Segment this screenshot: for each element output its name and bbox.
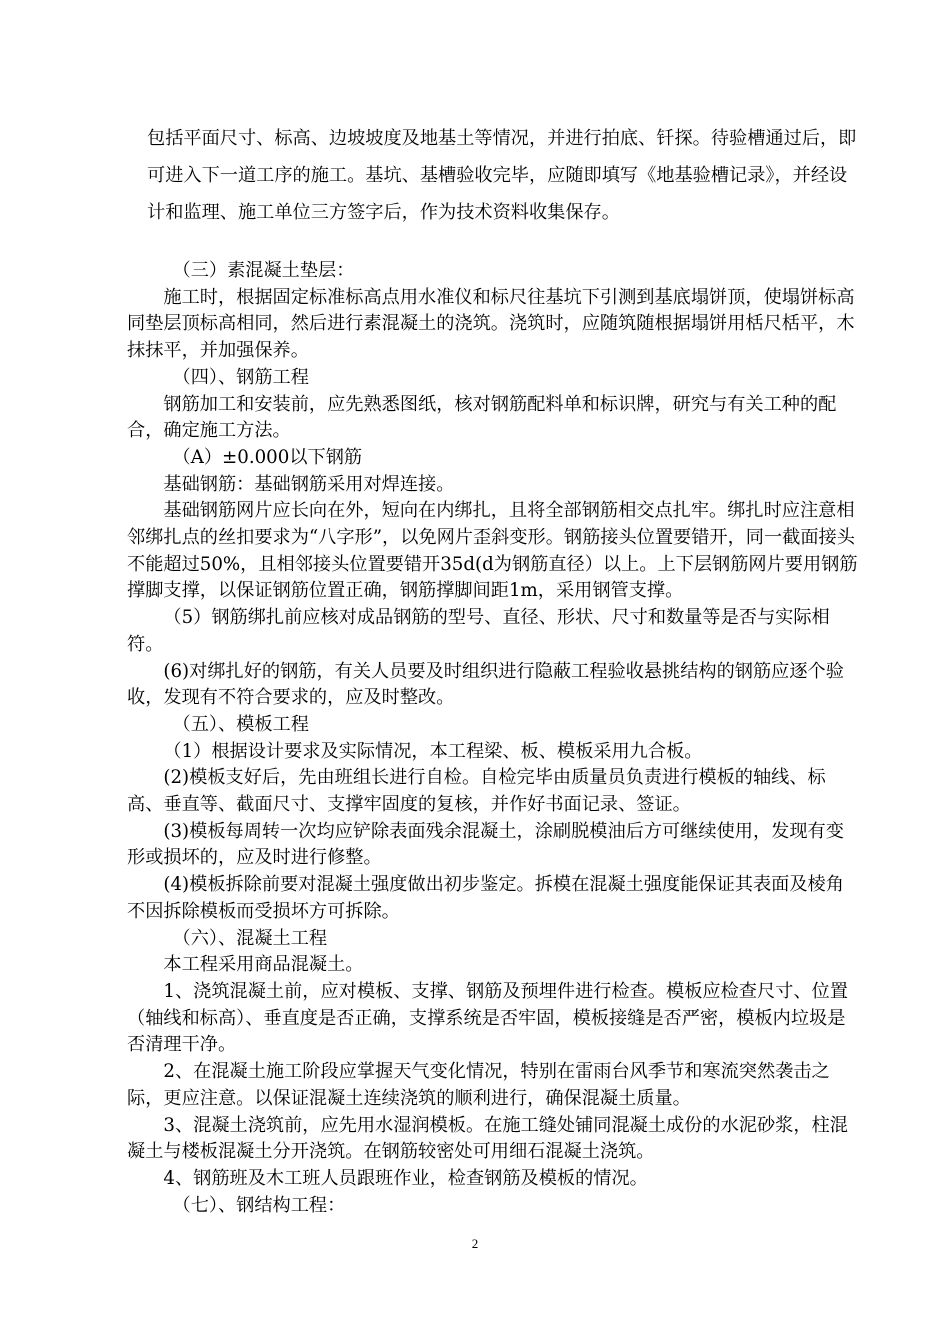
heading-steel-structure: （七）、钢结构工程： xyxy=(172,1194,346,1216)
paragraph-rebar-mesh: 基础钢筋网片应长向在外，短向在内绑扎，且将全部钢筋相交点扎牢。绑扎时应注意相邻绑扎点的丝扣要求为“八字形”，以免网片歪斜变形。钢筋接头位置要错开，同一截面接头不能超过50%，且相邻接头位置要错开35d(d为钢筋直径）以上。上下层钢筋网片要用钢筋撑脚支撑，以保证钢筋位置正确，钢筋撑脚间距1m，采用钢管支撑。 xyxy=(127,500,858,602)
heading-rebar-works: （四）、钢筋工程 xyxy=(172,366,309,388)
paragraph-rebar-acceptance-6: (6)对绑扎好的钢筋，有关人员要及时组织进行隐蔽工程验收悬挑结构的钢筋应逐个验收，发现有不符合要求的，应及时整改。 xyxy=(127,660,844,709)
paragraph-foundation-inspection: 包括平面尺寸、标高、边坡坡度及地基土等情况，并进行拍底、钎探。待验槽通过后，即可进入下一道工序的施工。基坑、基槽验收完毕，应随即填写《地基验槽记录》，并经设计和监理、施工单位三方签字后，作为技术资料收集保存。 xyxy=(147,128,857,223)
heading-formwork: （五）、模板工程 xyxy=(172,713,309,735)
document-body xyxy=(127,258,862,1219)
paragraph-formwork-2: (2)模板支好后，先由班组长进行自检。自检完毕由质量员负责进行模板的轴线、标高、垂直等、截面尺寸、支撑牢固度的复核，并作好书面记录、签证。 xyxy=(127,767,826,816)
paragraph-formwork-4: (4)模板拆除前要对混凝土强度做出初步鉴定。拆模在混凝土强度能保证其表面及棱角不因拆除模板而受损坏方可拆除。 xyxy=(127,874,844,922)
paragraph-foundation-rebar: 基础钢筋：基础钢筋采用对焊连接。 xyxy=(163,473,455,495)
heading-rebar-below-zero: （A）±0.000以下钢筋 xyxy=(172,446,363,468)
paragraph-rebar-preparation: 钢筋加工和安装前，应先熟悉图纸，核对钢筋配料单和标识牌，研究与有关工种的配合，确定施工方法。 xyxy=(127,393,837,442)
paragraph-formwork-1: （1）根据设计要求及实际情况，本工程梁、板、模板采用九合板。 xyxy=(163,740,703,762)
heading-concrete-works: （六）、混凝土工程 xyxy=(172,927,328,949)
heading-plain-concrete-cushion: （三）素混凝土垫层： xyxy=(172,260,355,281)
page-number: 2 xyxy=(471,1236,479,1251)
paragraph-concrete-1: 1、浇筑混凝土前，应对模板、支撑、钢筋及预埋件进行检查。模板应检查尺寸、位置（轴线和标高）、垂直度是否正确，支撑系统是否牢固，模板接缝是否严密，模板内垃圾是否清理干净。 xyxy=(127,980,848,1056)
paragraph-commercial-concrete: 本工程采用商品混凝土。 xyxy=(163,954,364,976)
paragraph-cushion-construction: 施工时，根据固定标准标高点用水准仪和标尺往基坑下引测到基底塌饼顶，使塌饼标高同垫层顶标高相同，然后进行素混凝土的浇筑。浇筑时，应随筑随根据塌饼用栝尺栝平，木抹抹平，并加强保养。 xyxy=(127,286,855,362)
paragraph-concrete-2: 2、在混凝土施工阶段应掌握天气变化情况，特别在雷雨台风季节和寒流突然袭击之际，更应注意。以保证混凝土连续浇筑的顺利进行，确保混凝土质量。 xyxy=(127,1061,830,1109)
paragraph-rebar-check-5: （5）钢筋绑扎前应核对成品钢筋的型号、直径、形状、尺寸和数量等是否与实际相符。 xyxy=(127,607,830,655)
paragraph-formwork-3: (3)模板每周转一次均应铲除表面残余混凝土，涂刷脱模油后方可继续使用，发现有变形或损坏的，应及时进行修整。 xyxy=(127,820,844,869)
paragraph-concrete-3: 3、混凝土浇筑前，应先用水湿润模板。在施工缝处铺同混凝土成份的水泥砂浆，柱混凝土与楼板混凝土分开浇筑。在钢筋较密处可用细石混凝土浇筑。 xyxy=(127,1114,848,1163)
paragraph-concrete-4: 4、钢筋班及木工班人员跟班作业，检查钢筋及模板的情况。 xyxy=(163,1167,648,1189)
